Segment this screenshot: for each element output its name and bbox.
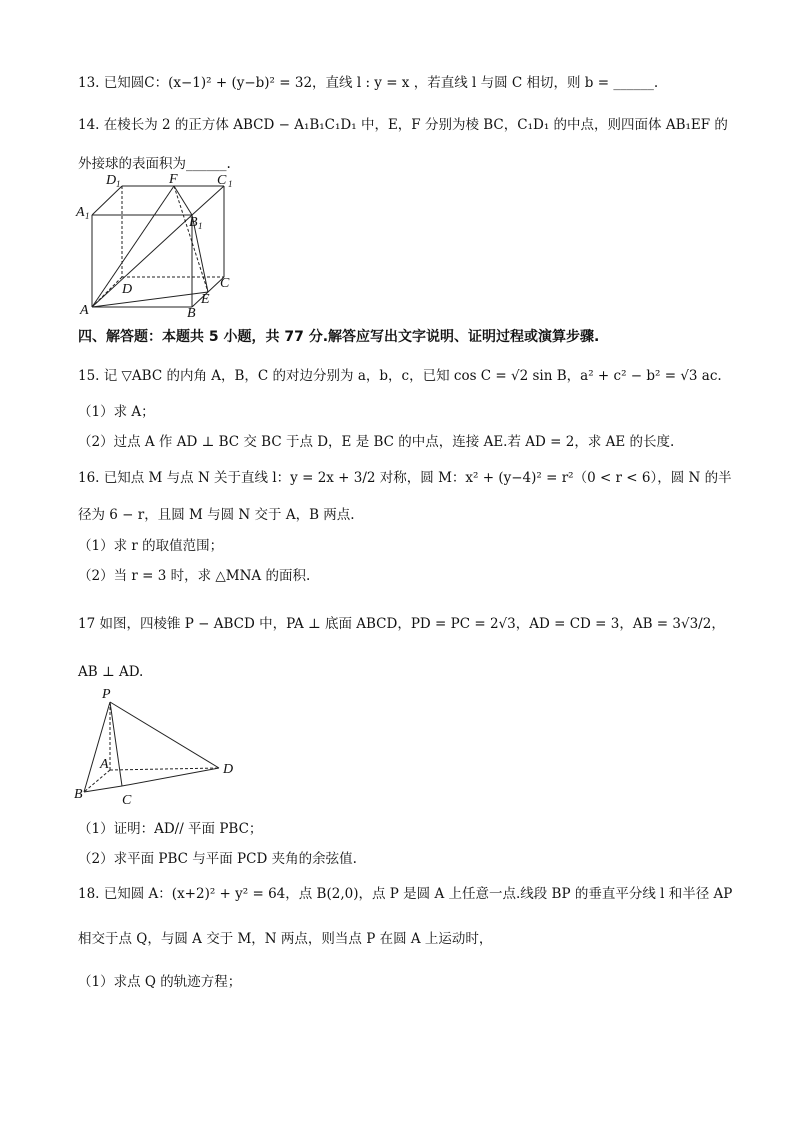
label-B: B	[74, 787, 83, 802]
label-D: D	[122, 282, 133, 297]
section-heading: 四、解答题：本题共 5 小题，共 77 分.解答应写出文字说明、证明过程或演算步骤.	[78, 329, 600, 345]
label-B1-sub: 1	[198, 221, 203, 231]
q16-part1: （1）求 r 的取值范围；	[78, 538, 224, 554]
q17-part1: （1）证明：AD// 平面 PBC；	[78, 821, 263, 837]
cube-figure	[74, 172, 244, 322]
label-B1: B	[189, 215, 198, 230]
label-C: C	[122, 793, 132, 808]
q14-line2: 外接球的表面积为______.	[78, 156, 231, 172]
label-A1-sub: 1	[85, 211, 90, 221]
q16-line1: 16. 已知点 M 与点 N 关于直线 l：y = 2x + 3/2 对称，圆 M：x² + (y−4)² = r²（0 < r < 6），圆 N 的半	[78, 470, 732, 486]
q13-text: 13. 已知圆C：(x−1)² + (y−b)² = 32，直线 l : y = x ，若直线 l 与圆 C 相切，则 b = ______.	[78, 75, 659, 91]
label-C: C	[220, 276, 230, 291]
q15-part2: （2）过点 A 作 AD ⊥ BC 交 BC 于点 D，E 是 BC 的中点，连接 AE.若 AD = 2，求 AE 的长度.	[78, 434, 675, 450]
q15-part1: （1）求 A；	[78, 404, 155, 420]
label-P: P	[102, 687, 111, 702]
label-D1-sub: 1	[116, 179, 121, 189]
q17-line2: AB ⊥ AD.	[78, 664, 144, 680]
label-A1: A	[76, 205, 85, 220]
label-C1-sub: 1	[228, 179, 233, 189]
q17-part2: （2）求平面 PBC 与平面 PCD 夹角的余弦值.	[78, 851, 357, 867]
pyramid-figure	[72, 684, 252, 812]
label-C1: C	[217, 173, 227, 188]
q16-part2: （2）当 r = 3 时，求 △MNA 的面积.	[78, 568, 311, 584]
q15-line1: 15. 记 ▽ABC 的内角 A，B，C 的对边分别为 a，b，c，已知 cos C = √2 sin B，a² + c² − b² = √3 ac.	[78, 368, 722, 384]
label-A: A	[80, 303, 89, 318]
q18-line2: 相交于点 Q，与圆 A 交于 M，N 两点，则当点 P 在圆 A 上运动时，	[78, 931, 493, 947]
q18-part1: （1）求点 Q 的轨迹方程；	[78, 974, 242, 990]
label-E: E	[201, 292, 210, 307]
label-F: F	[169, 172, 178, 187]
label-B: B	[187, 306, 196, 321]
label-D: D	[223, 762, 234, 777]
q18-line1: 18. 已知圆 A：(x+2)² + y² = 64，点 B(2,0)，点 P 是圆 A 上任意一点.线段 BP 的垂直平分线 l 和半径 AP	[78, 886, 733, 902]
label-A: A	[100, 757, 109, 772]
q16-line2: 径为 6 − r，且圆 M 与圆 N 交于 A，B 两点.	[78, 507, 355, 523]
q17-line1: 17 如图，四棱锥 P − ABCD 中，PA ⊥ 底面 ABCD，PD = PC = 2√3，AD = CD = 3，AB = 3√3/2，	[78, 616, 725, 632]
q14-line1: 14. 在棱长为 2 的正方体 ABCD − A₁B₁C₁D₁ 中，E，F 分别为棱 BC，C₁D₁ 的中点，则四面体 AB₁EF 的	[78, 117, 728, 133]
label-D1: D	[106, 173, 117, 188]
